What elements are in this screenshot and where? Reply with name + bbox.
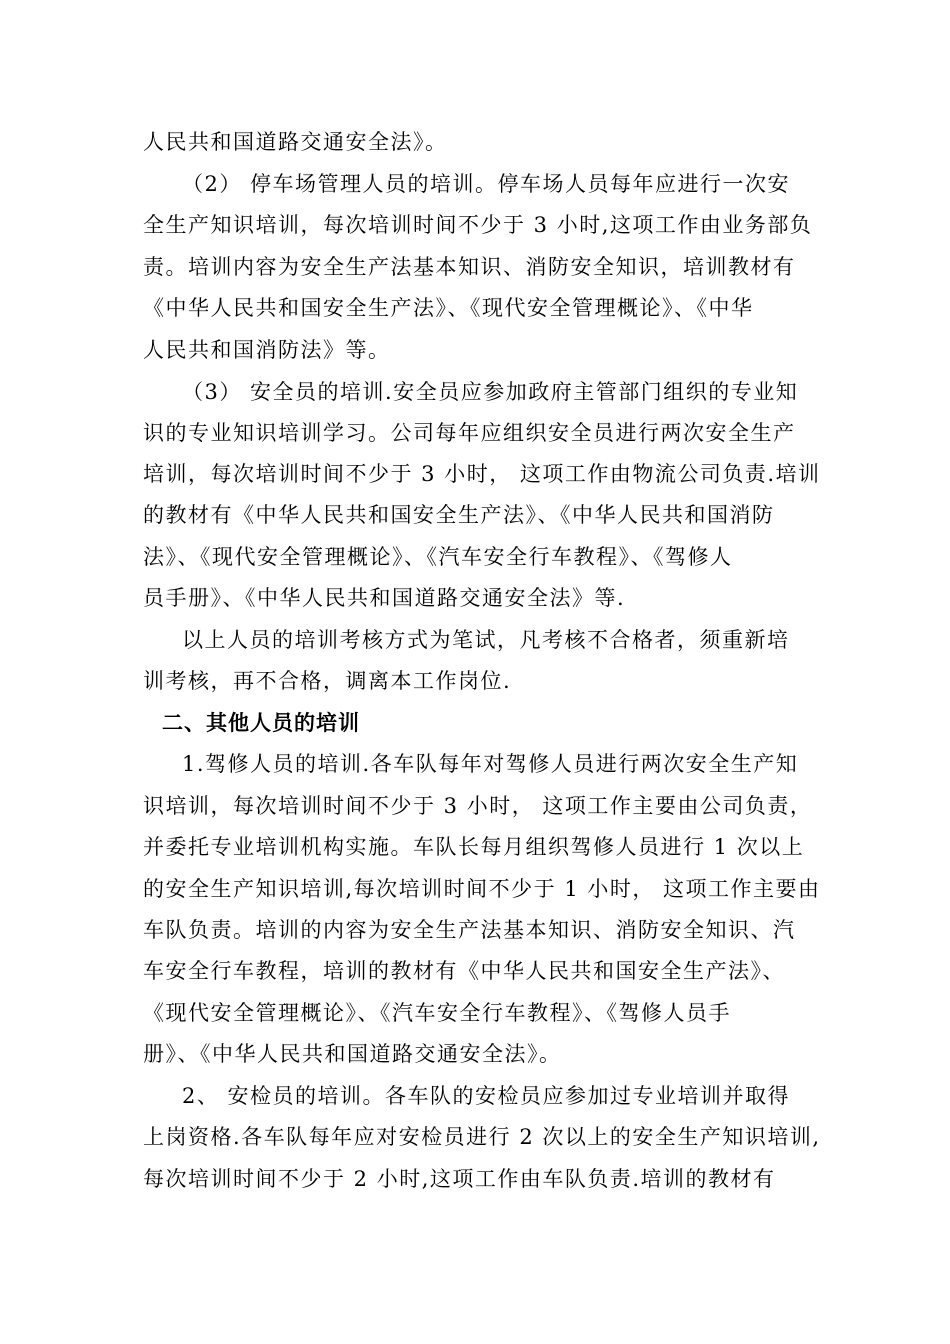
text-line: 2、 安检员的培训。各车队的安检员应参加过专业培训并取得	[182, 1084, 791, 1108]
text-line: 训考核，再不合格，调离本工作岗位.	[143, 669, 512, 693]
text-line: 全生产知识培训，每次培训时间不少于 3 小时,这项工作由业务部负	[143, 213, 813, 237]
text-line: 《中华人民共和国安全生产法》、《现代安全管理概论》、《中华	[143, 296, 754, 320]
text-line: 识培训，每次培训时间不少于 3 小时， 这项工作主要由公司负责，	[143, 794, 813, 818]
section-heading: 二、其他人员的培训	[162, 711, 360, 735]
text-line: 员手册》、《中华人民共和国道路交通安全法》等.	[143, 586, 626, 610]
text-line: 车队负责。培训的内容为安全生产法基本知识、消防安全知识、汽	[143, 918, 796, 942]
text-line: 以上人员的培训考核方式为笔试，凡考核不合格者，须重新培	[182, 628, 790, 652]
text-line: 识的专业知识培训学习。公司每年应组织安全员进行两次安全生产	[143, 421, 796, 445]
text-line: （3） 安全员的培训.安全员应参加政府主管部门组织的专业知	[182, 380, 799, 404]
text-line: 人民共和国道路交通安全法》。	[143, 130, 448, 154]
text-line: 法》、《现代安全管理概论》、《汽车安全行车教程》、《驾修人	[143, 545, 733, 569]
text-line: 的安全生产知识培训,每次培训时间不少于 1 小时， 这项工作主要由	[143, 877, 821, 901]
text-line: 的教材有《中华人民共和国安全生产法》、《中华人民共和国消防	[143, 503, 775, 527]
text-line: 上岗资格.各车队每年应对安检员进行 2 次以上的安全生产知识培训,	[143, 1125, 821, 1149]
text-line: 培训，每次培训时间不少于 3 小时， 这项工作由物流公司负责.培训	[143, 462, 821, 486]
text-line: 车安全行车教程，培训的教材有《中华人民共和国安全生产法》、	[143, 959, 785, 983]
text-line: （2） 停车场管理人员的培训。停车场人员每年应进行一次安	[182, 172, 791, 196]
text-line: 《现代安全管理概论》、《汽车安全行车教程》、《驾修人员手	[143, 1001, 731, 1025]
text-line: 册》、《中华人民共和国道路交通安全法》。	[143, 1042, 562, 1066]
text-line: 人民共和国消防法》等。	[143, 338, 391, 362]
text-line: 每次培训时间不少于 2 小时,这项工作由车队负责.培训的教材有	[143, 1167, 776, 1191]
text-line: 1.驾修人员的培训.各车队每年对驾修人员进行两次安全生产知	[182, 752, 799, 776]
text-line: 并委托专业培训机构实施。车队长每月组织驾修人员进行 1 次以上	[143, 835, 805, 859]
text-line: 责。培训内容为安全生产法基本知识、消防安全知识，培训教材有	[143, 255, 796, 279]
